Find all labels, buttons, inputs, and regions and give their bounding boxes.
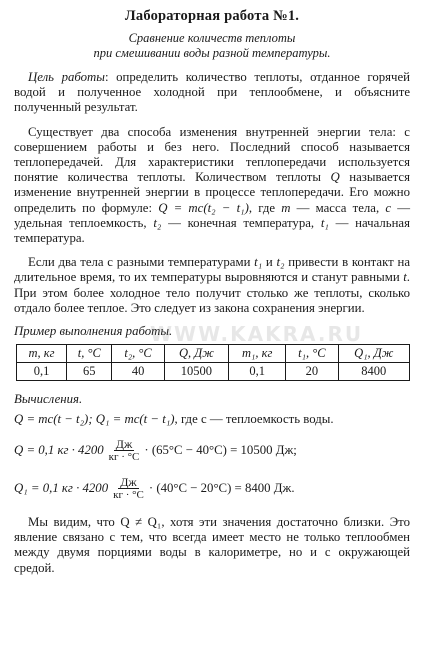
table-header-cell: Q₁, Дж [338, 345, 409, 363]
subtitle-line-2: при смешивании воды разной температуры. [93, 46, 331, 60]
p1-text-a: Существует два способа изменения внутренней энергии тела: с совершением работы и без него. Последний способ называется теплопередачей. Для характеристики теплопередачи используется понятие количества теплоты. Количеством теплоты [14, 124, 410, 185]
results-table [16, 344, 410, 381]
p1-text-b: называется изменение внутренней энергии в процессе теплопередачи. Его можно определить по формуле: [14, 170, 410, 215]
p2-symbol-t2: t₂ [276, 255, 285, 270]
theory-paragraph-2 [14, 255, 410, 316]
p1-symbol-t2: t₂ [153, 215, 162, 230]
table-cell: 0,1 [229, 363, 286, 381]
eq1-frac-den: кг · °C [108, 450, 140, 463]
theory-paragraph-1 [14, 125, 410, 247]
table-cell: 0,1 [17, 363, 67, 381]
p2-text-a: Если два тела с разными температурами [28, 255, 255, 270]
eq2-frac-den: кг · °C [113, 488, 144, 501]
equation-q [14, 433, 410, 467]
p1-symbol-t1: t₁ [320, 215, 329, 230]
p2-text-b: привести в контакт на длительное время, то их температуры выровняются и станут равными [14, 255, 411, 285]
equation-q1 [14, 471, 410, 505]
calculations-heading: Вычисления. [14, 392, 83, 407]
p2-text-and: и [262, 255, 277, 270]
page-title: Лабораторная работа №1. [124, 8, 300, 24]
calc-formulas: Q = mc(t − t₂); Q₁ = mc(t − t₁) [14, 412, 175, 427]
eq2-frac-num: Дж [120, 474, 137, 489]
example-heading: Пример выполнения работы. [14, 324, 173, 339]
p1-symbol-m: m [281, 200, 291, 215]
p1-text-e: — удельная теплоемкость, [14, 200, 410, 230]
p1-symbol-c: c [385, 200, 392, 215]
table-header-cell: t₂, °C [112, 345, 164, 363]
table-row [17, 363, 410, 381]
table-cell: 65 [67, 363, 112, 381]
eq1-left: Q = 0,1 кг · 4200 [14, 442, 104, 457]
table-header-row [17, 345, 410, 363]
p1-text-d: — масса тела, [290, 200, 386, 215]
table-cell: 8400 [338, 363, 409, 381]
table-cell: 10500 [164, 363, 228, 381]
goal-paragraph [14, 70, 410, 116]
p1-symbol-q: Q [330, 170, 340, 185]
eq2-left: Q₁ = 0,1 кг · 4200 [14, 480, 109, 495]
eq2-fraction [111, 476, 146, 501]
goal-label: Цель работы [28, 70, 105, 84]
p1-text-c: , где [248, 200, 282, 215]
page-subtitle [14, 31, 410, 61]
table-cell: 40 [112, 363, 164, 381]
subtitle-line-1: Сравнение количеств теплоты [128, 31, 296, 45]
p2-text-c: . При этом более холодное тело получит столько же теплоты, сколько отдало более теплое. Это следует из закона сохранения энергии. [14, 270, 410, 315]
goal-text: : определить количество теплоты, отданное горячей водой и полученное холодной при теплообмене, и объясните полученный результат. [14, 70, 411, 115]
p1-text-g: — начальная температура. [14, 215, 411, 246]
watermark: WWW.KAKRA.RU [150, 322, 364, 346]
calc-formulas-tail: , где c — теплоемкость воды. [174, 412, 334, 427]
eq2-right: · (40°C − 20°C) = 8400 Дж. [148, 480, 295, 495]
table-header-cell: Q, Дж [164, 345, 228, 363]
table-header-cell: t, °C [67, 345, 112, 363]
p1-text-f: — конечная температура, [161, 215, 321, 230]
eq1-frac-num: Дж [115, 436, 133, 451]
p2-symbol-t: t [403, 270, 407, 285]
table-header-cell: m, кг [17, 345, 67, 363]
table-header-cell: m₁, кг [229, 345, 286, 363]
p1-formula: Q = mc(t₂ − t₁) [158, 200, 249, 215]
table-cell: 20 [286, 363, 338, 381]
eq1-right: · (65°C − 40°C) = 10500 Дж; [144, 442, 297, 457]
calc-formulas-line [14, 412, 410, 427]
conclusion-paragraph: Мы видим, что Q ≠ Q₁, хотя эти значения достаточно близки. Это явление связано с тем, что всегда имеет место не только теплообмен между двумя порциями воды в калориметре, но и с окружающей средой. [14, 515, 410, 575]
p2-symbol-t1: t₁ [254, 255, 263, 270]
table-header-cell: t₁, °C [286, 345, 338, 363]
eq1-fraction [107, 438, 142, 463]
